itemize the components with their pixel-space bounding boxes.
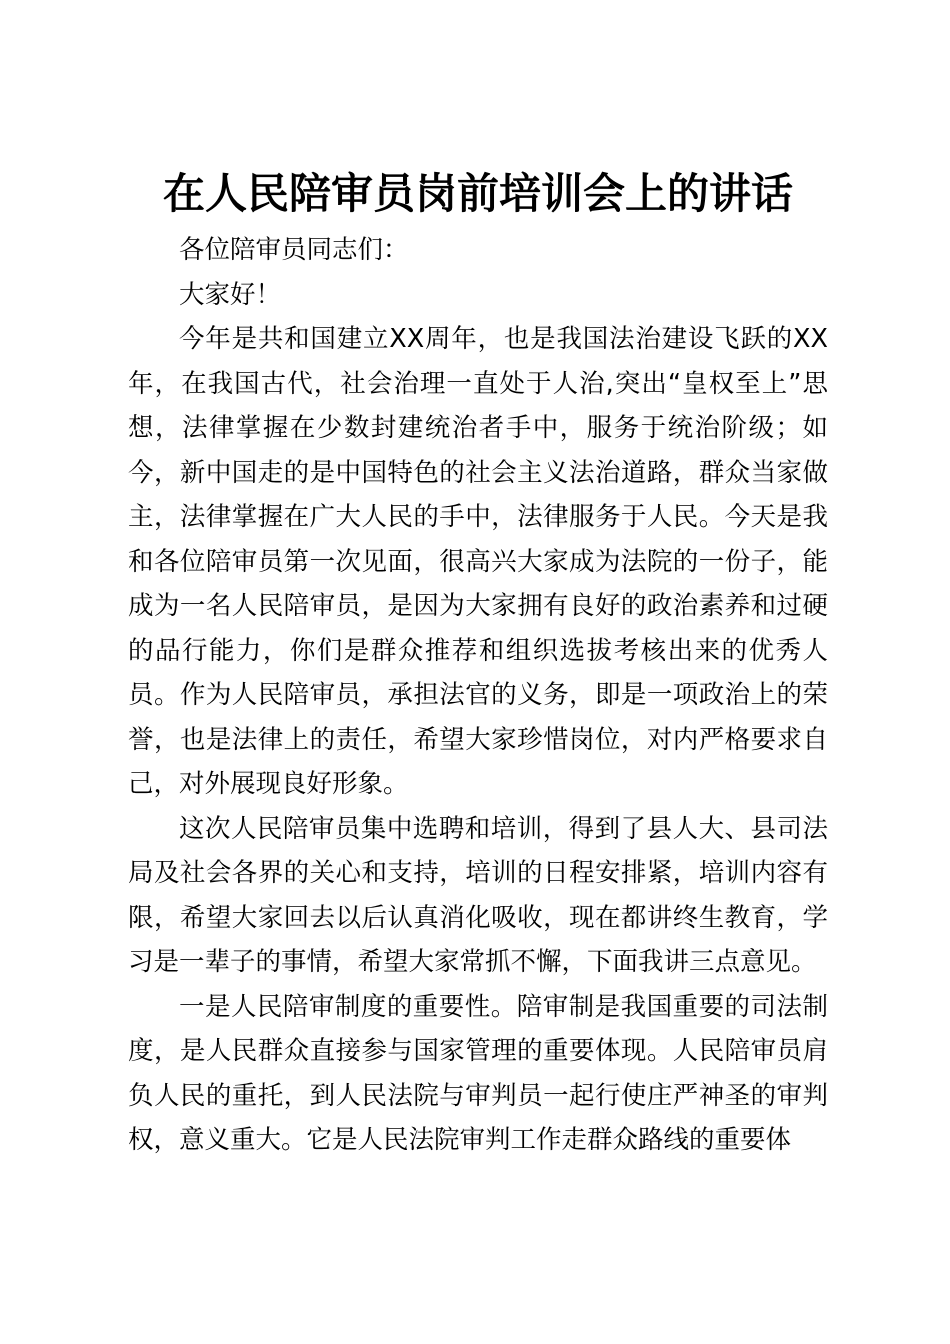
paragraph-1: 今年是共和国建立XX周年，也是我国法治建设飞跃的XX年，在我国古代，社会治理一直处于人治,突出“皇权至上”思想，法律掌握在少数封建统治者手中，服务于统治阶级；如今，新中国走的是中国特色的社会主义法治道路，群众当家做主，法律掌握在广大人民的手中，法律服务于人民。今天是我和各位陪审员第一次见面，很高兴大家成为法院的一份子，能成为一名人民陪审员，是因为大家拥有良好的政治素养和过硬的品行能力，你们是群众推荐和组织选拔考核出来的优秀人员。作为人民陪审员，承担法官的义务，即是一项政治上的荣誉，也是法律上的责任，希望大家珍惜岗位，对内严格要求自己，对外展现良好形象。	[128, 324, 828, 799]
document-body	[128, 228, 828, 1163]
paragraph-2: 这次人民陪审员集中选聘和培训，得到了县人大、县司法局及社会各界的关心和支持，培训的日程安排紧，培训内容有限，希望大家回去以后认真消化吸收，现在都讲终生教育，学习是一辈子的事情，希望大家常抓不懈，下面我讲三点意见。	[128, 813, 828, 977]
salutation: 各位陪审员同志们：	[179, 235, 409, 265]
paragraph-3: 一是人民陪审制度的重要性。陪审制是我国重要的司法制度，是人民群众直接参与国家管理的重要体现。人民陪审员肩负人民的重托，到人民法院与审判员一起行使庄严神圣的审判权，意义重大。它是人民法院审判工作走群众路线的重要体	[128, 991, 828, 1155]
greeting: 大家好！	[179, 279, 282, 310]
document-title: 在人民陪审员岗前培训会上的讲话	[162, 169, 793, 218]
